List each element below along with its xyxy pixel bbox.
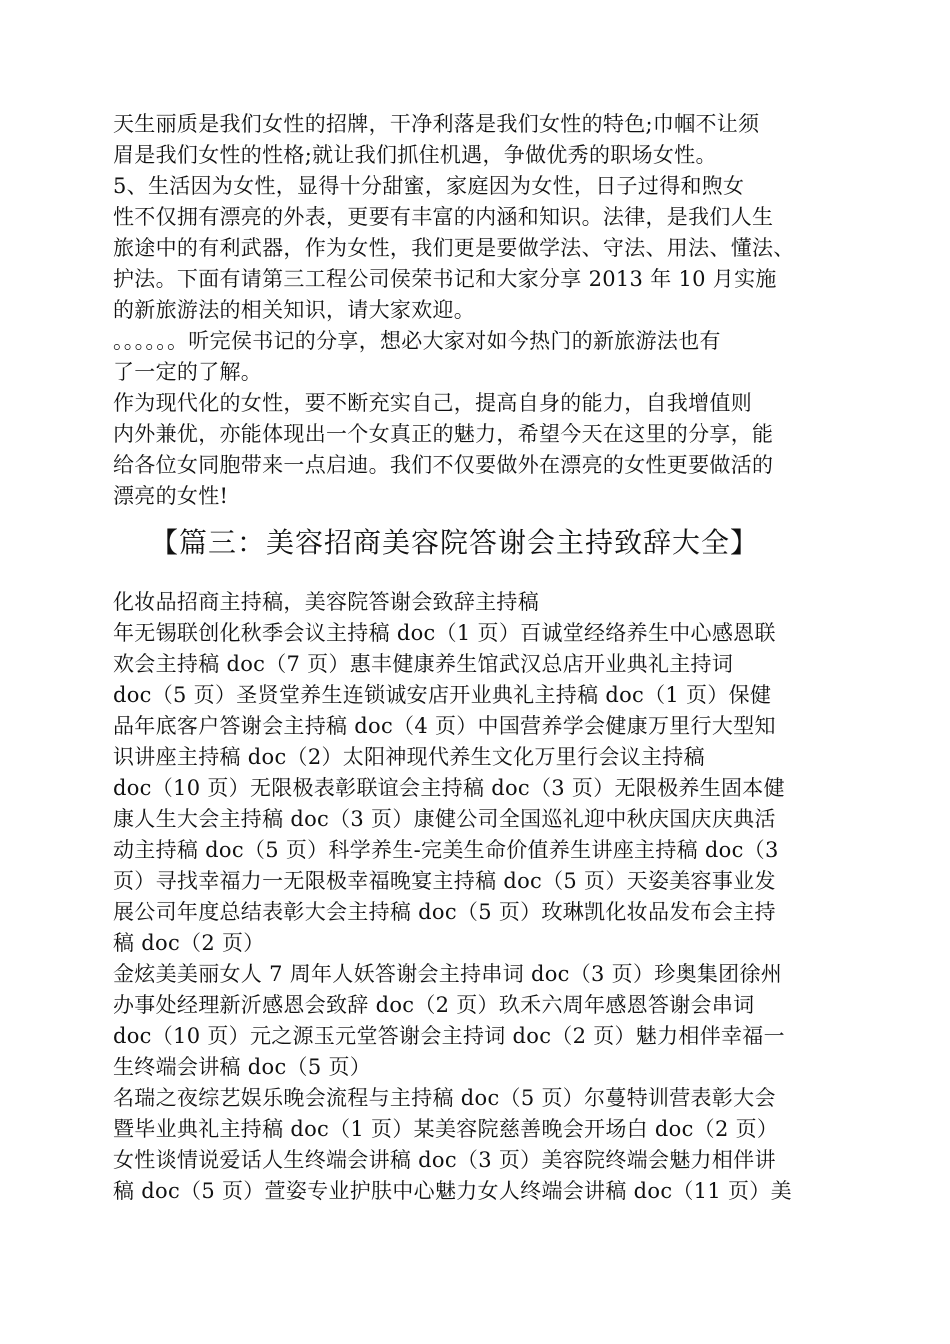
text-line: 内外兼优，亦能体现出一个女真正的魅力，希望今天在这里的分享，能 [113,422,774,446]
text-line: 展公司年度总结表彰大会主持稿 doc（5 页）玫琳凯化妆品发布会主持 [113,900,776,924]
text-line: 识讲座主持稿 doc（2）太阳神现代养生文化万里行会议主持稿 [113,745,705,769]
text-line: doc（10 页）元之源玉元堂答谢会主持词 doc（2 页）魅力相伴幸福一 [113,1024,785,1048]
text-line: 护法。下面有请第三工程公司侯荣书记和大家分享 2013 年 10 月实施 [113,267,777,291]
text-line: 。。。。。。听完侯书记的分享，想必大家对如今热门的新旅游法也有 [113,329,721,353]
text-line: 给各位女同胞带来一点启迪。我们不仅要做外在漂亮的女性更要做活的 [113,453,774,477]
text-line: 金炫美美丽女人 7 周年人妖答谢会主持串词 doc（3 页）珍奥集团徐州 [113,962,783,986]
text-line: 页）寻找幸福力一无限极幸福晚宴主持稿 doc（5 页）天姿美容事业发 [113,869,776,893]
text-line: 名瑞之夜综艺娱乐晚会流程与主持稿 doc（5 页）尔蔓特训营表彰大会 [113,1086,776,1110]
body-text-section-top [113,109,858,512]
body-text-section-bottom [113,587,858,1207]
text-line: 作为现代化的女性，要不断充实自己，提高自身的能力，自我增值则 [113,391,752,415]
text-line: 旅途中的有利武器，作为女性，我们更是要做学法、守法、用法、懂法、 [113,236,795,260]
text-line: 生终端会讲稿 doc（5 页） [113,1055,372,1079]
text-line: 的新旅游法的相关知识，请大家欢迎。 [113,298,476,322]
text-line: 女性谈情说爱话人生终端会讲稿 doc（3 页）美容院终端会魅力相伴讲 [113,1148,776,1172]
text-line: 天生丽质是我们女性的招牌，干净利落是我们女性的特色;巾帼不让须 [113,112,760,136]
text-line: 了一定的了解。 [113,360,263,384]
text-line: 稿 doc（2 页） [113,931,265,955]
text-line: 化妆品招商主持稿，美容院答谢会致辞主持稿 [113,590,539,614]
text-line: 品年底客户答谢会主持稿 doc（4 页）中国营养学会健康万里行大型知 [113,714,776,738]
text-line: 眉是我们女性的性格;就让我们抓住机遇，争做优秀的职场女性。 [113,143,717,167]
text-line: doc（10 页）无限极表彰联谊会主持稿 doc（3 页）无限极养生固本健 [113,776,785,800]
text-line: 漂亮的女性! [113,484,229,508]
text-line: 年无锡联创化秋季会议主持稿 doc（1 页）百诚堂经络养生中心感恩联 [113,621,776,645]
text-line: 暨毕业典礼主持稿 doc（1 页）某美容院慈善晚会开场白 doc（2 页） [113,1117,779,1141]
text-line: 动主持稿 doc（5 页）科学养生-完美生命价值养生讲座主持稿 doc（3 [113,838,779,862]
text-line: doc（5 页）圣贤堂养生连锁诚安店开业典礼主持稿 doc（1 页）保健 [113,683,772,707]
text-line: 稿 doc（5 页）萱姿专业护肤中心魅力女人终端会讲稿 doc（11 页）美 [113,1179,792,1203]
text-line: 性不仅拥有漂亮的外表，更要有丰富的内涵和知识。法律，是我们人生 [113,205,774,229]
text-line: 5、生活因为女性，显得十分甜蜜，家庭因为女性，日子过得和煦女 [113,174,745,198]
section-heading: 【篇三：美容招商美容院答谢会主持致辞大全】 [150,526,760,559]
text-line: 康人生大会主持稿 doc（3 页）康健公司全国巡礼迎中秋庆国庆庆典活 [113,807,776,831]
text-line: 办事处经理新沂感恩会致辞 doc（2 页）玖禾六周年感恩答谢会串词 [113,993,755,1017]
text-line: 欢会主持稿 doc（7 页）惠丰健康养生馆武汉总店开业典礼主持词 [113,652,734,676]
